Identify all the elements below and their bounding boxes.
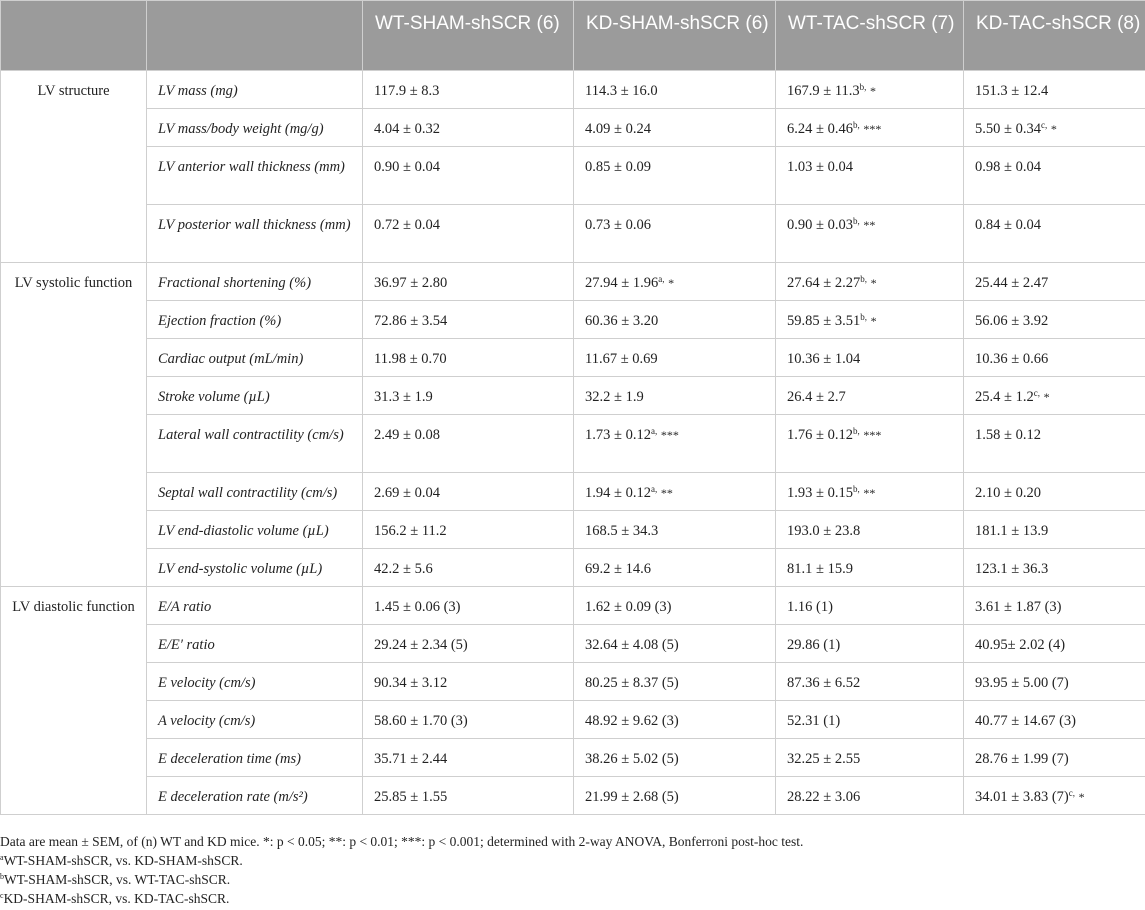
parameter-name: LV posterior wall thickness (mm) — [147, 205, 363, 263]
value-cell — [574, 109, 776, 147]
value-cell — [363, 625, 574, 663]
value-cell — [964, 473, 1145, 511]
value-text: 1.73 ± 0.12 — [585, 427, 651, 443]
value-cell — [363, 205, 574, 263]
value-cell — [574, 147, 776, 205]
value-cell — [574, 473, 776, 511]
significance-marker: * — [870, 314, 877, 328]
value-text: 28.76 ± 1.99 (7) — [975, 751, 1069, 767]
table-row — [1, 473, 1145, 511]
value-text: 32.64 ± 4.08 (5) — [585, 637, 679, 653]
value-text: 1.58 ± 0.12 — [975, 427, 1041, 443]
value-cell — [574, 205, 776, 263]
value-text: 1.45 ± 0.06 (3) — [374, 599, 461, 615]
value-text: 42.2 ± 5.6 — [374, 561, 433, 577]
value-cell — [776, 473, 964, 511]
value-cell — [363, 71, 574, 109]
value-text: 0.73 ± 0.06 — [585, 217, 651, 233]
value-text: 27.94 ± 1.96 — [585, 275, 659, 291]
value-text: 52.31 (1) — [787, 713, 841, 729]
significance-marker: * — [870, 276, 877, 290]
value-text: 0.98 ± 0.04 — [975, 159, 1041, 175]
value-cell — [363, 301, 574, 339]
value-text: 0.90 ± 0.03 — [787, 217, 853, 233]
value-text: 0.84 ± 0.04 — [975, 217, 1041, 233]
value-cell — [574, 701, 776, 739]
value-text: 1.16 (1) — [787, 599, 833, 615]
footnote-text: Data are mean ± SEM, of (n) WT and KD mice. *: p < 0.05; **: p < 0.01; ***: p < 0.001; determined with 2-way ANOVA, Bonferroni post-hoc test. — [0, 834, 804, 849]
footnote-marker: a, — [658, 274, 665, 284]
value-cell — [363, 415, 574, 473]
value-cell — [776, 109, 964, 147]
value-text: 6.24 ± 0.46 — [787, 121, 853, 137]
value-cell — [776, 701, 964, 739]
value-cell — [574, 739, 776, 777]
value-cell — [776, 147, 964, 205]
value-text: 56.06 ± 3.92 — [975, 313, 1049, 329]
value-text: 26.4 ± 2.7 — [787, 389, 846, 405]
value-text: 90.34 ± 3.12 — [374, 675, 448, 691]
value-cell — [363, 109, 574, 147]
significance-marker: ** — [660, 486, 673, 500]
value-cell — [363, 147, 574, 205]
parameter-name: Fractional shortening (%) — [147, 263, 363, 301]
value-text: 34.01 ± 3.83 (7) — [975, 789, 1069, 805]
value-text: 181.1 ± 13.9 — [975, 523, 1049, 539]
value-text: 2.49 ± 0.08 — [374, 427, 440, 443]
value-text: 32.25 ± 2.55 — [787, 751, 861, 767]
footnote-letter: c — [0, 891, 4, 900]
value-cell — [964, 625, 1145, 663]
value-text: 80.25 ± 8.37 (5) — [585, 675, 679, 691]
value-text: 40.77 ± 14.67 (3) — [975, 713, 1076, 729]
table-row — [1, 777, 1145, 815]
value-cell — [964, 339, 1145, 377]
value-cell — [776, 777, 964, 815]
table-row — [1, 701, 1145, 739]
value-text: 81.1 ± 15.9 — [787, 561, 853, 577]
footnote-marker: b, — [852, 484, 860, 494]
value-cell — [776, 339, 964, 377]
value-cell — [363, 739, 574, 777]
footnote-letter: a — [0, 853, 4, 862]
value-text: 28.22 ± 3.06 — [787, 789, 861, 805]
footnote-marker: a, — [650, 484, 658, 494]
parameter-name: Lateral wall contractility (cm/s) — [147, 415, 363, 473]
value-cell — [574, 777, 776, 815]
footnote-line — [0, 832, 1145, 851]
parameter-name: LV end-systolic volume (µL) — [147, 549, 363, 587]
value-cell — [964, 587, 1145, 625]
section-label: LV systolic function — [1, 263, 147, 587]
footnote-marker: b, — [860, 274, 867, 284]
value-cell — [574, 301, 776, 339]
value-text: 60.36 ± 3.20 — [585, 313, 659, 329]
value-cell — [776, 415, 964, 473]
value-cell — [363, 549, 574, 587]
value-text: 25.44 ± 2.47 — [975, 275, 1049, 291]
value-text: 58.60 ± 1.70 (3) — [374, 713, 468, 729]
footnote-text: WT-SHAM-shSCR, vs. KD-SHAM-shSCR. — [3, 853, 243, 868]
footnote-marker: c, — [1033, 388, 1040, 398]
value-cell — [363, 587, 574, 625]
value-text: 32.2 ± 1.9 — [585, 389, 644, 405]
value-cell — [776, 263, 964, 301]
table-row — [1, 301, 1145, 339]
value-text: 2.69 ± 0.04 — [374, 485, 440, 501]
section-label: LV diastolic function — [1, 587, 147, 815]
footnote-marker: b, — [852, 426, 860, 436]
parameter-name: Stroke volume (µL) — [147, 377, 363, 415]
table-row — [1, 339, 1145, 377]
footnote-marker: a, — [650, 426, 658, 436]
value-cell — [964, 301, 1145, 339]
value-text: 27.64 ± 2.27 — [787, 275, 861, 291]
value-text: 36.97 ± 2.80 — [374, 275, 448, 291]
value-text: 72.86 ± 3.54 — [374, 313, 448, 329]
value-cell — [776, 663, 964, 701]
table-row — [1, 109, 1145, 147]
header-cell-kd-tac: KD-TAC-shSCR (8) — [964, 1, 1145, 71]
table-body — [1, 71, 1145, 815]
value-cell — [574, 587, 776, 625]
significance-marker: * — [1043, 390, 1050, 404]
parameter-name: LV anterior wall thickness (mm) — [147, 147, 363, 205]
value-text: 10.36 ± 0.66 — [975, 351, 1049, 367]
significance-marker: * — [668, 276, 675, 290]
value-text: 151.3 ± 12.4 — [975, 83, 1049, 99]
value-text: 1.03 ± 0.04 — [787, 159, 853, 175]
value-text: 156.2 ± 11.2 — [374, 523, 447, 539]
footnote-letter: b — [0, 872, 4, 881]
table-row — [1, 625, 1145, 663]
footnote-marker: b, — [852, 120, 860, 130]
value-text: 0.72 ± 0.04 — [374, 217, 440, 233]
footnote-marker: b, — [859, 82, 867, 92]
section-label: LV structure — [1, 71, 147, 263]
value-text: 3.61 ± 1.87 (3) — [975, 599, 1062, 615]
table-row — [1, 739, 1145, 777]
value-cell — [776, 301, 964, 339]
value-cell — [776, 205, 964, 263]
significance-marker: ** — [863, 486, 876, 500]
table-footnotes — [0, 832, 1145, 908]
value-cell — [574, 511, 776, 549]
value-text: 167.9 ± 11.3 — [787, 83, 860, 99]
significance-marker: * — [870, 84, 877, 98]
value-cell — [964, 263, 1145, 301]
value-cell — [363, 511, 574, 549]
value-text: 1.76 ± 0.12 — [787, 427, 853, 443]
header-cell-parameter — [147, 1, 363, 71]
value-text: 25.4 ± 1.2 — [975, 389, 1034, 405]
table-row — [1, 263, 1145, 301]
value-cell — [363, 663, 574, 701]
significance-marker: *** — [660, 428, 679, 442]
value-text: 0.90 ± 0.04 — [374, 159, 440, 175]
parameter-name: A velocity (cm/s) — [147, 701, 363, 739]
value-text: 193.0 ± 23.8 — [787, 523, 861, 539]
value-text: 168.5 ± 34.3 — [585, 523, 659, 539]
parameter-name: E velocity (cm/s) — [147, 663, 363, 701]
footnote-line — [0, 889, 1145, 908]
significance-marker: *** — [863, 122, 882, 136]
value-text: 35.71 ± 2.44 — [374, 751, 448, 767]
value-text: 114.3 ± 16.0 — [585, 83, 658, 99]
value-cell — [776, 71, 964, 109]
table-row — [1, 205, 1145, 263]
header-cell-wt-tac: WT-TAC-shSCR (7) — [776, 1, 964, 71]
value-cell — [574, 263, 776, 301]
footnote-marker: c, — [1068, 788, 1075, 798]
parameter-name: Septal wall contractility (cm/s) — [147, 473, 363, 511]
value-text: 11.98 ± 0.70 — [374, 351, 447, 367]
value-cell — [574, 377, 776, 415]
value-cell — [574, 663, 776, 701]
value-text: 69.2 ± 14.6 — [585, 561, 651, 577]
significance-marker: ** — [863, 218, 876, 232]
parameter-name: E/E′ ratio — [147, 625, 363, 663]
value-text: 10.36 ± 1.04 — [787, 351, 861, 367]
value-cell — [964, 205, 1145, 263]
value-text: 29.24 ± 2.34 (5) — [374, 637, 468, 653]
footnote-marker: b, — [852, 216, 860, 226]
significance-marker: * — [1050, 122, 1057, 136]
value-text: 29.86 (1) — [787, 637, 841, 653]
value-cell — [363, 263, 574, 301]
table-row — [1, 549, 1145, 587]
value-text: 59.85 ± 3.51 — [787, 313, 861, 329]
value-cell — [574, 549, 776, 587]
value-text: 87.36 ± 6.52 — [787, 675, 861, 691]
significance-marker: * — [1078, 790, 1085, 804]
parameter-name: LV mass (mg) — [147, 71, 363, 109]
value-cell — [964, 701, 1145, 739]
footnote-line — [0, 870, 1145, 889]
parameter-name: E deceleration time (ms) — [147, 739, 363, 777]
value-cell — [776, 625, 964, 663]
header-cell-wt-sham: WT-SHAM-shSCR (6) — [363, 1, 574, 71]
value-cell — [363, 339, 574, 377]
parameter-name: LV mass/body weight (mg/g) — [147, 109, 363, 147]
table-row — [1, 71, 1145, 109]
value-text: 40.95± 2.02 (4) — [975, 637, 1066, 653]
value-text: 123.1 ± 36.3 — [975, 561, 1049, 577]
footnote-marker: c, — [1040, 120, 1048, 130]
value-text: 4.09 ± 0.24 — [585, 121, 651, 137]
value-cell — [776, 549, 964, 587]
table-row — [1, 147, 1145, 205]
value-cell — [776, 587, 964, 625]
header-row — [1, 1, 1145, 71]
value-cell — [363, 777, 574, 815]
footnote-text: KD-SHAM-shSCR, vs. KD-TAC-shSCR. — [3, 891, 230, 906]
header-cell-section — [1, 1, 147, 71]
significance-marker: *** — [863, 428, 882, 442]
table-row — [1, 377, 1145, 415]
parameter-name: E deceleration rate (m/s²) — [147, 777, 363, 815]
header-cell-kd-sham: KD-SHAM-shSCR (6) — [574, 1, 776, 71]
footnote-line — [0, 851, 1145, 870]
value-cell — [964, 511, 1145, 549]
value-cell — [574, 625, 776, 663]
value-text: 48.92 ± 9.62 (3) — [585, 713, 679, 729]
value-text: 4.04 ± 0.32 — [374, 121, 440, 137]
value-text: 2.10 ± 0.20 — [975, 485, 1041, 501]
value-text: 38.26 ± 5.02 (5) — [585, 751, 679, 767]
parameter-name: Ejection fraction (%) — [147, 301, 363, 339]
value-text: 93.95 ± 5.00 (7) — [975, 675, 1069, 691]
value-text: 117.9 ± 8.3 — [374, 83, 440, 99]
value-cell — [776, 739, 964, 777]
table-row — [1, 415, 1145, 473]
value-text: 31.3 ± 1.9 — [374, 389, 433, 405]
parameter-name: Cardiac output (mL/min) — [147, 339, 363, 377]
value-cell — [964, 777, 1145, 815]
value-cell — [964, 549, 1145, 587]
value-text: 0.85 ± 0.09 — [585, 159, 651, 175]
value-cell — [964, 71, 1145, 109]
footnote-text: WT-SHAM-shSCR, vs. WT-TAC-shSCR. — [4, 872, 231, 887]
parameter-name: E/A ratio — [147, 587, 363, 625]
value-cell — [964, 739, 1145, 777]
table-row — [1, 587, 1145, 625]
footnote-marker: b, — [860, 312, 867, 322]
value-text: 5.50 ± 0.34 — [975, 121, 1041, 137]
value-cell — [574, 71, 776, 109]
value-cell — [776, 511, 964, 549]
value-cell — [964, 415, 1145, 473]
value-text: 25.85 ± 1.55 — [374, 789, 448, 805]
value-text: 21.99 ± 2.68 (5) — [585, 789, 679, 805]
value-text: 11.67 ± 0.69 — [585, 351, 658, 367]
table-row — [1, 663, 1145, 701]
value-cell — [363, 473, 574, 511]
value-cell — [574, 339, 776, 377]
value-cell — [776, 377, 964, 415]
value-text: 1.62 ± 0.09 (3) — [585, 599, 672, 615]
value-cell — [964, 147, 1145, 205]
value-text: 1.93 ± 0.15 — [787, 485, 853, 501]
value-cell — [574, 415, 776, 473]
value-cell — [964, 663, 1145, 701]
value-cell — [363, 701, 574, 739]
table-row — [1, 511, 1145, 549]
value-text: 1.94 ± 0.12 — [585, 485, 651, 501]
value-cell — [964, 377, 1145, 415]
value-cell — [363, 377, 574, 415]
value-cell — [964, 109, 1145, 147]
parameter-name: LV end-diastolic volume (µL) — [147, 511, 363, 549]
